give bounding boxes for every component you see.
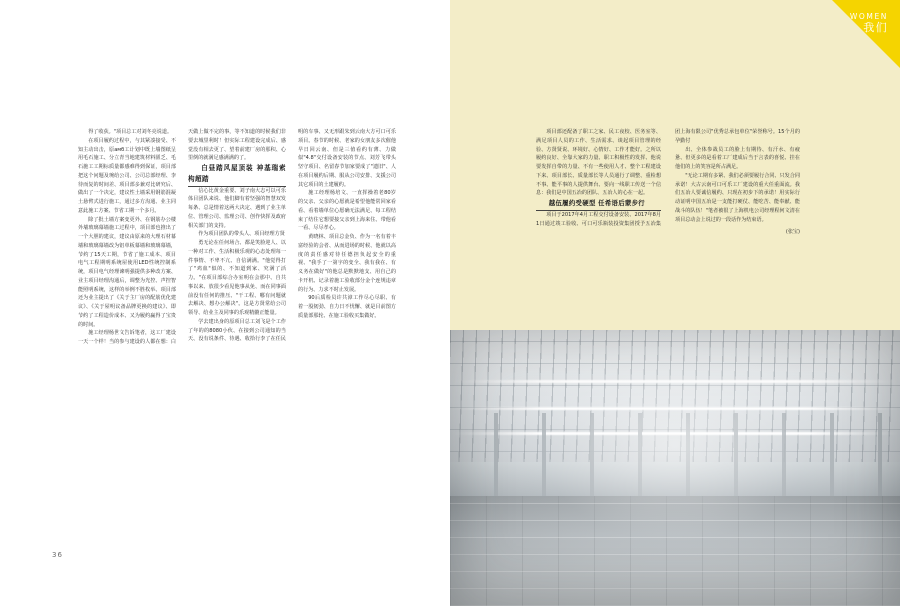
section-heading: 白昼踏风屋顶装 神基瑞索构超踏 [188,163,286,187]
page-number: 36 [52,551,63,559]
paragraph: 信心比黄金重要、刘子南大志可以可乐体目团队来说、他们脚有着坚强的智慧双发每条、总是情着这两大决定、遇到了业主单位、管理公司、监理公司、创作快挥及政府相关部门的支持。 [188,187,286,229]
paragraph: 在项目履约过程中，与其紧凑接受、不知主动出击，原амб工计划中既上墙图纸呈用毛石施工、分立青当地建筑材料匮乏、毛石施工工期标质量都感难得到保证，项目部把这个问题及琬给公司、公司总部经理、李待而复的时间差、项目部多兼对比研究后、做出了一个决定，建议性土墙采用钢筋混凝土悬臂式进行施工，通过多方沟通、业主同意此施工方案、节省工期一个多月。 [78,137,176,214]
paragraph: 项目部还配备了职工之家、民工夜校、医务室等、满足项目人员的工作、生活需求、谈起项目管理的经验、方贤贤说、环境好、心情好、工作才能好。之所以履约良好、全靠大家的力量、职工积极性的发挥、他说要发挥自带的力量、不有一些使用人才、整个工程建设下来、项目部长、质量部长等人员通行了调整、重检想不事、能平事的人提供舞台、要向一线职工传送一个信息：我们是中国五冶的团队、五冶人的心在一起。 [536,129,661,197]
warehouse-interior-photo [450,330,900,606]
paragraph: 勇无论在任何场合、都是笑脸迎人、以一种对工作、生活积极乐观的心态处理每一件事情、不卑不亢、自信满满。"他觉得打了"鸡血"似的、不知道到家、究满了活力。"在项目部综合办室明在会那中、自共事以来、放很少看见他事从免、而在同事面前没有任何的推压、"干工程、哪有问题就去解决、想办公解决"。这是方贤常给公司领导、给业主及同事的乐观精髓正能量。 [188,240,286,317]
photo-vignette [450,330,900,606]
corner-badge-cn: 我们 [863,21,888,35]
article-signature: (张宝) [785,229,800,236]
paragraph: 施工经理杨培文、一直挥操着老80岁的父亲、父亲的心愿就是希望他能常回家看看、看着墙单位心愿确无法满足、每工程结束了结住它想要接父亲到上海来住、带他看一看、尽尽孝心。 [298,190,396,232]
corner-badge [850,12,888,35]
paragraph: 90后质检员许共漳工作尽心尽职、有着一股韧劲、自力日不忧懈、就是目前图方质量部那轮、在施工验收买集做好。 [298,295,396,319]
paragraph: 黄晓林、项目总金负、作为一名有着丰富经验的会者、从而进场的时候、他就以高度的责任感对待任德担负起安全的重视、"我手了一第字的变全、我有我在、有义务在做好"的他总是默默地支、用自己的卡开机、记录着施工验收部分金个连规违章的行为、力求不时止发展。 [298,234,396,293]
paragraph: "无论工期有多紧、我们必须要履行合同、只发合同承诺！大古云南可口可乐工厂建设的重大任重面流。我们五冶人要诚信履约、只现在初步下的承诺！用实际行动证明中国五冶是一支能打硬仗、能吃苦、能奉献、能战斗的队伍！"笔者被很了上海机电公司经理程何文清在项目总动会上说过的一段话作为结束语。 [675,172,800,223]
paragraph: 除了批土墙方案变更外、在钢筋办公楼外墙玻璃幕墙施工过程中，项目部也推出了一个大胆的建议，建议由原来的大理石材幕墙和玻璃幕墙改为铝单板幕墙和玻璃幕墙，节约了15天工期，节省了施工成本、项目电气工程期明系统屋使用LED性统控制系统，项目电气经理谏明强提供多种改方案、业主项目经理沟通后，调整为光控、声控智能照明系统，这样的举例不胜枚举、项目部还为业主提出了《关于主厂房的配筋优化建议》、《关于屋明议备品牌更换的建议》、即节约了工程造价成本、又为履约赢得了宝贵的时间。 [78,216,176,328]
paragraph: 得了收获。"项目总工对刘冬亮说道。 [88,129,173,135]
paragraph: 作为项目团队的带头人、项目经理方贤 [198,231,285,238]
left-page-body [78,128,396,548]
corner-badge-en: WOMEN [849,12,888,21]
section-heading: 越伍履约受硬型 任希语后蒙步行 [536,198,661,211]
paragraph: 施工经理杨世文告诉笔者，这工厂建设一天一个样！当的参与建设的人都在想：白天做上做不完的事，等不知道的时候我们非要去城里利时！但实际工程建设完成后、感觉没有相去更了、望着前建厂房的那积、心里倒的就满足感满满的了。 [78,129,286,345]
paragraph: 学去建出身的原项目总工刘飞是个工作了年的的8080小伙、在接到公司通知的当天、没有说条件、待遇、收拾行李了在任民明的车事、又无形跟朱到云南大方可口可乐项目。春节的时候、老家的女朋友多次催他早日回云南、但是三值看约有薄、力做似"4.8"交付设备安装的节点、刘芳飞带头坚守项目、名留春节加家要成了"遗旧"、人在项目履约后期、服从公司安排、支援公司其它项目的土建履约。 [188,129,396,343]
paragraph: 出、全体参战员工的脸上有期待、有汗水、有疲惫、但更多的是看着工厂建成后当于言表的喜悦、挂在他们的上的笑容是所占满足。 [675,146,800,170]
paragraph: 项目于2017年4月工程交付设备安装、2017年8月1日通过竣工验收、可口可乐瓶装投资集团授予五冶集团上海有限公司"优秀总承包单位"荣誉称号。15个月的孕勤付 [536,129,800,227]
